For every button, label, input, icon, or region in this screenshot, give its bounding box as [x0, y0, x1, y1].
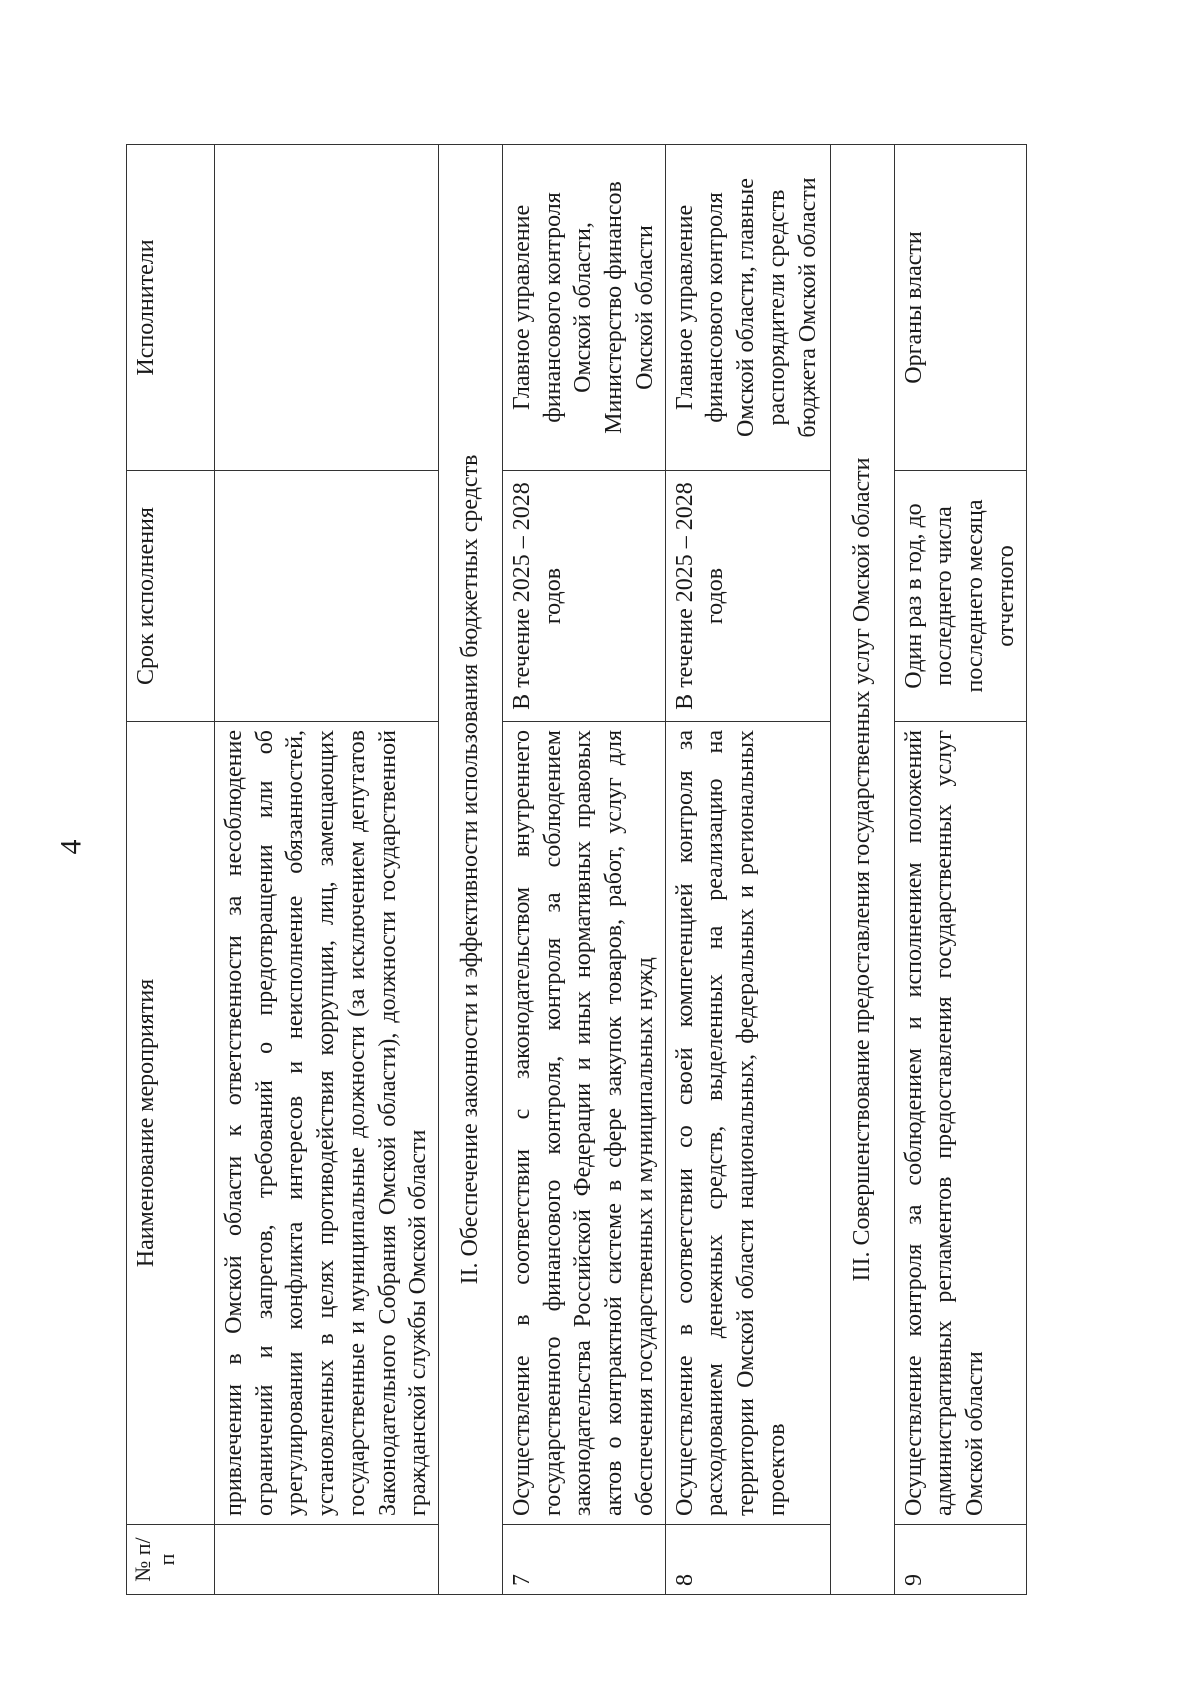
header-name: Наименование мероприятия	[127, 722, 215, 1525]
table-header-row	[127, 145, 215, 1595]
cell-name: Осуществление в соответствии с законодательством внутреннего государственного финансового контроля, контроля за соблюдением законодательства Российской Федерации и иных нормативных правовых актов о контрактной системе в сфере закупок товаров, работ, услуг для обеспечения государственных и муниципальных нужд	[503, 722, 666, 1525]
table-row-continuation	[215, 145, 439, 1595]
cell-number	[215, 1525, 439, 1595]
table-row-7	[503, 145, 666, 1595]
cell-number: 7	[503, 1525, 666, 1595]
cell-name: привлечении в Омской области к ответственности за несоблюдение ограничений и запретов, требований о предотвращении или об урегулировании конфликта интересов и неисполнение обязанностей, установленных в целях противодействия коррупции, лиц, замещающих государственные и муниципальные должности (за исключением депутатов Законодательного Собрания Омской области), должности государственной гражданской службы Омской области	[215, 722, 439, 1525]
rotated-table-wrapper	[126, 145, 1019, 1595]
cell-number: 9	[894, 1525, 1026, 1595]
cell-name: Осуществление контроля за соблюдением и исполнением положений административных регламентов предоставления государственных услуг Омской области	[894, 722, 1026, 1525]
page-number: 4	[54, 839, 88, 855]
header-executors: Исполнители	[127, 145, 215, 471]
cell-executors: Главное управление финансового контроля Омской области, главные распорядители средств бюджета Омской области	[665, 145, 830, 471]
header-number: № п/п	[127, 1525, 215, 1595]
header-term: Срок исполнения	[127, 471, 215, 722]
measures-table	[126, 144, 1027, 1595]
cell-executors	[215, 145, 439, 471]
cell-executors: Главное управление финансового контроля Омской области, Министерство финансов Омской области	[503, 145, 666, 471]
cell-term	[215, 471, 439, 722]
cell-number: 8	[665, 1525, 830, 1595]
cell-term: В течение 2025 – 2028 годов	[503, 471, 666, 722]
section-row-2	[439, 145, 503, 1595]
section-row-3	[830, 145, 894, 1595]
cell-name: Осуществление в соответствии со своей компетенцией контроля за расходованием денежных средств, выделенных на реализацию на территории Омской области национальных, федеральных и региональных проектов	[665, 722, 830, 1525]
cell-term: Один раз в год, до последнего числа последнего месяца отчетного	[894, 471, 1026, 722]
cell-term: В течение 2025 – 2028 годов	[665, 471, 830, 722]
cell-executors: Органы власти	[894, 145, 1026, 471]
section-title-2: II. Обеспечение законности и эффективности использования бюджетных средств	[439, 145, 503, 1595]
table-row-9	[894, 145, 1026, 1595]
section-title-3: III. Совершенствование предоставления государственных услуг Омской области	[830, 145, 894, 1595]
table-row-8	[665, 145, 830, 1595]
